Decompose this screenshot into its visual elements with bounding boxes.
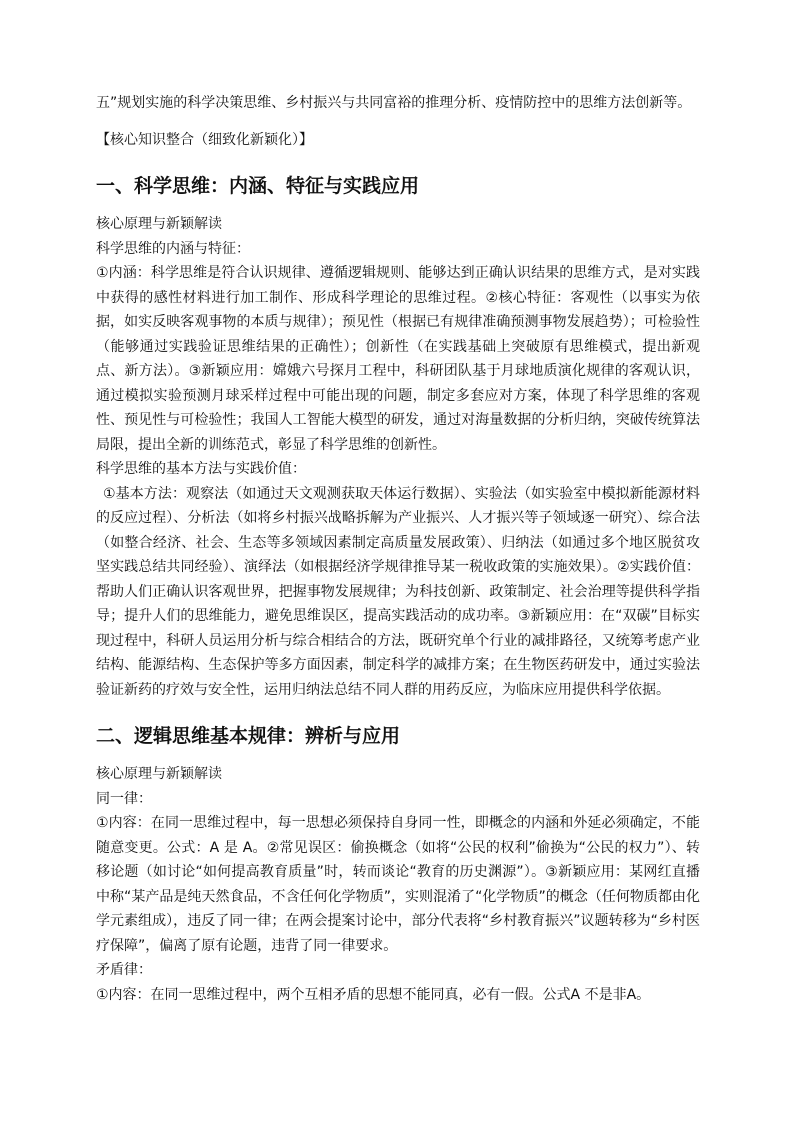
section1-topic1-body: ①内涵：科学思维是符合认识规律、遵循逻辑规则、能够达到正确认识结果的思维方式，是对实践中获得的感性材料进行加工制作、形成科学理论的思维过程。②核心特征：客观性（以事实为依据，如实反映客观事物的本质与规律）；预见性（根据已有规律准确预测事物发展趋势）；可检验性（能够通过实践验证思维结果的正确性）；创新性（在实践基础上突破原有思维模式，提出新观点、新方法）。③新颖应用：嫦娥六号探月工程中，科研团队基于月球地质演化规律的客观认识，通过模拟实验预测月球采样过程中可能出现的问题，制定多套应对方案，体现了科学思维的客观性、预见性与可检验性；我国人工智能大模型的研发，通过对海量数据的分析归纳，突破传统算法局限，提出全新的训练范式，彰显了科学思维的创新性。 bbox=[96, 265, 700, 453]
section1-topic2-label: 科学思维的基本方法与实践价值： bbox=[96, 461, 306, 477]
section1-topic2-body: ①基本方法：观察法（如通过天文观测获取天体运行数据）、实验法（如实验室中模拟新能源材料的反应过程）、分析法（如将乡村振兴战略拆解为产业振兴、人才振兴等子领域逐一研究）、综合法（如整合经济、社会、生态等多领域因素制定高质量发展政策）、归纳法（如通过多个地区脱贫攻坚实践总结共同经验）、演绎法（如根据经济学规律推导某一税收政策的实施效果）。②实践价值：帮助人们正确认识客观世界，把握事物发展规律；为科技创新、政策制定、社会治理等提供科学指导；提升人们的思维能力，避免思维误区，提高实践活动的成功率。③新颖应用：在“双碳”目标实现过程中，科研人员运用分析与综合相结合的方法，既研究单个行业的减排路径，又统筹考虑产业结构、能源结构、生态保护等多方面因素，制定科学的减排方案；在生物医药研发中，通过实验法验证新药的疗效与安全性，运用归纳法总结不同人群的用药反应，为临床应用提供科学依据。 bbox=[96, 485, 700, 698]
section1-sub-label: 核心原理与新颖解读 bbox=[96, 216, 222, 232]
section1-topic1-label: 科学思维的内涵与特征： bbox=[96, 240, 250, 257]
section2-topic2-label: 矛盾律： bbox=[96, 962, 152, 978]
section-bracket-title: 【核心知识整合（细致化新颖化）】 bbox=[96, 131, 313, 148]
section1-heading: 一、科学思维：内涵、特征与实践应用 bbox=[96, 175, 420, 197]
document-page bbox=[96, 91, 700, 1007]
section2-topic2-body: ①内容：在同一思维过程中，两个互相矛盾的思想不能同真，必有一假。公式A 不是非A。 bbox=[96, 986, 651, 1003]
section2-sub-label: 核心原理与新颖解读 bbox=[96, 766, 222, 782]
section2-topic1-label: 同一律： bbox=[96, 790, 152, 807]
intro-paragraph: 五”规划实施的科学决策思维、乡村振兴与共同富裕的推理分析、疫情防控中的思维方法创新等。 bbox=[96, 95, 692, 111]
section2-heading: 二、逻辑思维基本规律：辨析与应用 bbox=[96, 725, 401, 747]
section2-topic1-body: ①内容：在同一思维过程中，每一思想必须保持自身同一性，即概念的内涵和外延必须确定，不能随意变更。公式：A 是 A。②常见误区：偷换概念（如将“公民的权利”偷换为“公民的权力”）、转移论题（如讨论“如何提高教育质量”时，转而谈论“教育的历史渊源”）。③新颖应用：某网红直播中称“某产品是纯天然食品，不含任何化学物质”，实则混淆了“化学物质”的概念（任何物质都由化学元素组成），违反了同一律；在两会提案讨论中，部分代表将“乡村教育振兴”议题转移为“乡村医疗保障”，偏离了原有论题，违背了同一律要求。 bbox=[96, 815, 700, 954]
